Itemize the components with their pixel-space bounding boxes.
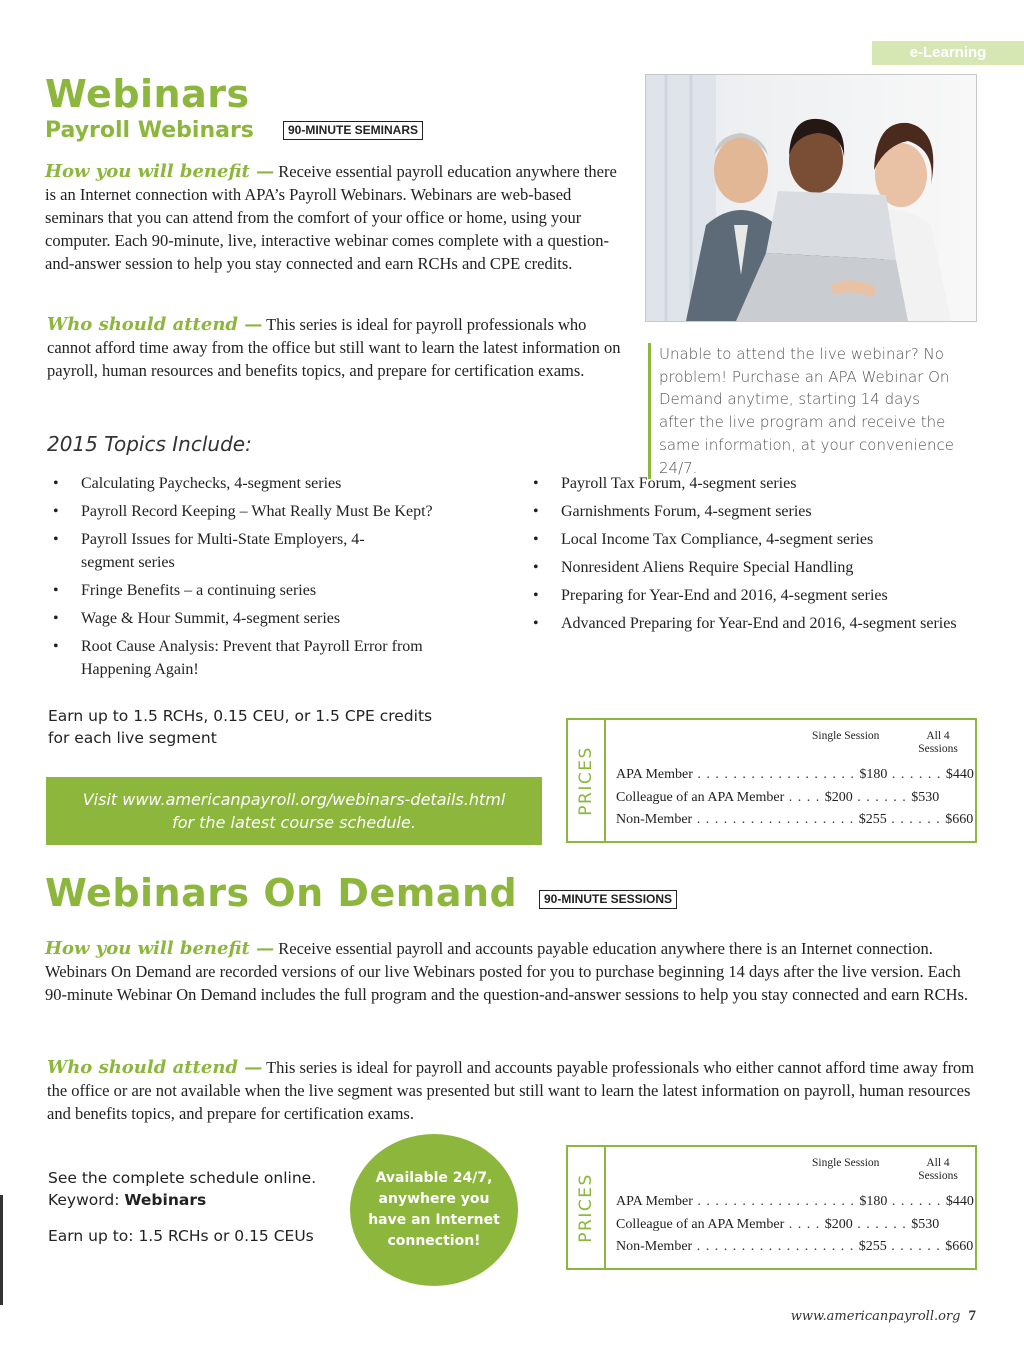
- col-header-single: Single Session: [812, 730, 880, 742]
- bullet-icon: •: [53, 503, 59, 520]
- attend-paragraph: [47, 313, 627, 382]
- section-subtitle: Payroll Webinars: [45, 118, 254, 143]
- price-table: [566, 718, 977, 843]
- credits-info: [48, 706, 432, 749]
- benefit-paragraph: [45, 937, 975, 1006]
- topics-list-left: [47, 472, 517, 686]
- price-row: Colleague of an APA Member . . . . $200 . . . . . . $530: [616, 790, 940, 805]
- bullet-icon: •: [533, 531, 539, 548]
- list-item: • Payroll Issues for Multi-State Employers, 4-segment series: [47, 528, 401, 574]
- col-header-single: Single Session: [812, 1157, 880, 1169]
- price-table: [566, 1145, 977, 1270]
- price-row: APA Member . . . . . . . . . . . . . . . . . . $180 . . . . . . $440: [616, 767, 974, 782]
- list-item: • Payroll Tax Forum, 4-segment series: [527, 472, 977, 495]
- list-item: • Calculating Paychecks, 4-segment series: [47, 472, 517, 495]
- price-row: Non-Member . . . . . . . . . . . . . . . . . . $255 . . . . . . $660: [616, 1239, 974, 1254]
- bullet-icon: •: [533, 587, 539, 604]
- page-title: Webinars: [45, 72, 250, 116]
- attend-text: This series is ideal for payroll professionals who cannot afford time away from the office but still want to learn the latest information on payroll, human resources and benefits topics, and prepare for certification exams.: [47, 315, 621, 380]
- bullet-icon: •: [533, 559, 539, 576]
- keyword-value: Webinars: [124, 1191, 207, 1209]
- section-tab: e-Learning: [872, 41, 1024, 65]
- section-title: Webinars On Demand: [45, 871, 518, 915]
- credits-line: for each live segment: [48, 728, 217, 747]
- availability-badge: Available 24/7, anywhere you have an Internet connection!: [350, 1134, 518, 1286]
- attend-text: This series is ideal for payroll and accounts payable professionals who either cannot afford time away from the office or are not available when the live segment was presented but still want to learn the latest information on payroll, human resources and benefits topics, and prepare for certification exams.: [47, 1058, 975, 1123]
- benefit-lead: How you will benefit —: [45, 938, 275, 959]
- topics-heading: 2015 Topics Include:: [47, 432, 252, 456]
- schedule-note: for the latest course schedule.: [172, 813, 416, 832]
- col-header-all: All 4 Sessions: [918, 730, 958, 755]
- bullet-icon: •: [53, 610, 59, 627]
- price-row: Non-Member . . . . . . . . . . . . . . . . . . $255 . . . . . . $660: [616, 812, 974, 827]
- webinar-photo: [645, 74, 977, 322]
- list-item: • Payroll Record Keeping – What Really Must Be Kept?: [47, 500, 517, 523]
- bullet-icon: •: [53, 582, 59, 599]
- keyword-line: Keyword: Webinars: [48, 1191, 207, 1209]
- page-edge-mark: [0, 1195, 3, 1305]
- schedule-line: See the complete schedule online.: [48, 1169, 317, 1187]
- attend-lead: Who should attend —: [47, 1057, 263, 1078]
- benefit-text: Receive essential payroll and accounts payable education anywhere there is an Internet connection. Webinars On Demand are recorded versions of our live Webinars posted for you to purchase beginning 14 days after the live version. Each 90-minute Webinar On Demand includes the full program and the question-and-answer sessions to help you stay connected and earn RCHs.: [45, 939, 969, 1004]
- duration-badge: 90-MINUTE SESSIONS: [539, 890, 677, 909]
- bullet-icon: •: [533, 503, 539, 520]
- benefit-paragraph: [45, 160, 625, 275]
- list-item: • Wage & Hour Summit, 4-segment series: [47, 607, 517, 630]
- credits-info: Earn up to: 1.5 RCHs or 0.15 CEUs: [48, 1227, 314, 1245]
- attend-paragraph: [47, 1056, 977, 1125]
- list-item: • Local Income Tax Compliance, 4-segment series: [527, 528, 977, 551]
- price-row: APA Member . . . . . . . . . . . . . . . . . . $180 . . . . . . $440: [616, 1194, 974, 1209]
- footer-url[interactable]: www.americanpayroll.org: [790, 1309, 961, 1324]
- page-number: 7: [968, 1308, 976, 1324]
- bullet-icon: •: [53, 638, 59, 655]
- price-label: PRICES: [568, 1147, 606, 1268]
- schedule-link[interactable]: Visit www.americanpayroll.org/webinars-details.html: [82, 790, 506, 809]
- price-label: PRICES: [568, 720, 606, 841]
- list-item: • Preparing for Year-End and 2016, 4-segment series: [527, 584, 977, 607]
- list-item: • Garnishments Forum, 4-segment series: [527, 500, 977, 523]
- bullet-icon: •: [533, 615, 539, 632]
- people-at-laptop-illustration: [646, 75, 976, 321]
- credits-line: Earn up to 1.5 RCHs, 0.15 CEU, or 1.5 CPE credits: [48, 707, 433, 725]
- on-demand-callout: Unable to attend the live webinar? No problem! Purchase an APA Webinar On Demand anytime, starting 14 days after the live program and receive the same information, at your convenience 24/7.: [648, 343, 959, 479]
- bullet-icon: •: [533, 475, 539, 492]
- list-item: • Nonresident Aliens Require Special Handling: [527, 556, 977, 579]
- bullet-icon: •: [53, 475, 59, 492]
- schedule-info: [48, 1167, 316, 1211]
- schedule-link-box[interactable]: [46, 777, 542, 845]
- list-item: • Fringe Benefits – a continuing series: [47, 579, 517, 602]
- attend-lead: Who should attend —: [47, 314, 263, 335]
- col-header-all: All 4 Sessions: [918, 1157, 958, 1182]
- price-row: Colleague of an APA Member . . . . $200 . . . . . . $530: [616, 1217, 940, 1232]
- duration-badge: 90-MINUTE SEMINARS: [283, 121, 423, 140]
- page-footer: [791, 1308, 976, 1325]
- benefit-text: Receive essential payroll education anywhere there is an Internet connection with APA’s Payroll Webinars. Webinars are web-based seminars that you can attend from the comfort of your office or home, using your computer. Each 90-minute, live, interactive webinar comes complete with a question-and-answer session to help you stay connected and earn RCHs and CPE credits.: [45, 162, 617, 273]
- bullet-icon: •: [53, 531, 59, 548]
- benefit-lead: How you will benefit —: [45, 161, 275, 182]
- topics-list-right: [527, 472, 977, 640]
- list-item: • Root Cause Analysis: Prevent that Payroll Error from Happening Again!: [47, 635, 491, 681]
- list-item: • Advanced Preparing for Year-End and 2016, 4-segment series: [527, 612, 977, 635]
